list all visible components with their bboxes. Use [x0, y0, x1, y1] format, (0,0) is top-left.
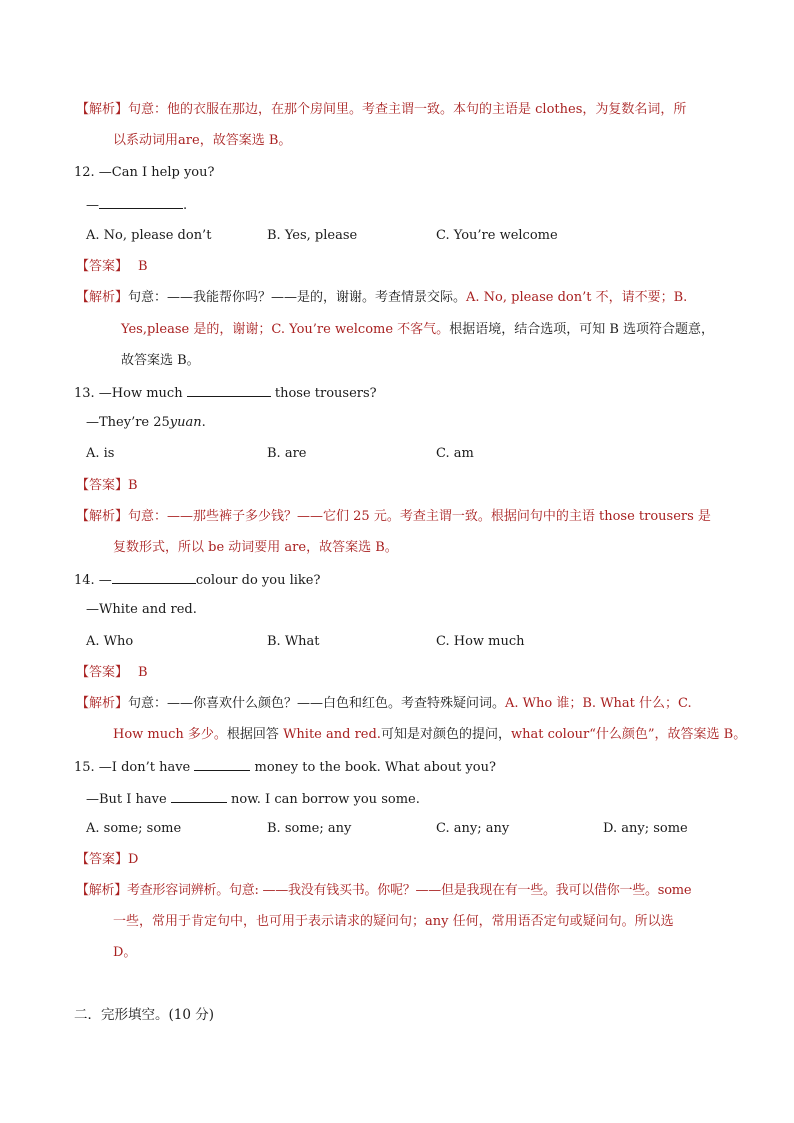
q13-analysis-line-2	[113, 540, 398, 556]
q15-option-a[interactable]: A. some; some	[86, 821, 182, 836]
q12-analysis-line-1	[76, 290, 687, 306]
q12-analysis-line-2	[121, 322, 714, 338]
answer-blank[interactable]	[112, 571, 196, 584]
q14-analysis-line-1	[76, 696, 692, 712]
stem-text: 13. —How much	[74, 386, 183, 401]
section-heading: 二．完形填空。(10 分)	[74, 1007, 215, 1023]
analysis-text: 可知是对颜色的提问，	[380, 727, 511, 742]
analysis-keyword: are	[178, 133, 200, 148]
analysis-text: A. Who 谁；B. What 什么；C.	[505, 696, 692, 711]
q14-reply: —White and red.	[86, 602, 197, 617]
answer-tag: 【答案】	[76, 852, 129, 867]
answer-blank[interactable]	[194, 758, 250, 771]
analysis-keyword: those trousers	[598, 509, 694, 524]
stem-text: money to the book. What about you?	[254, 760, 496, 775]
analysis-text: 以系动词用	[113, 133, 179, 148]
answer-value: B	[128, 478, 138, 493]
analysis-tag: 【解析】	[76, 290, 129, 305]
q14-option-c[interactable]: C. How much	[436, 634, 525, 649]
answer-value: B	[138, 665, 148, 680]
reply-italic: yuan	[169, 415, 202, 430]
analysis-tag: 【解析】	[76, 102, 129, 117]
q13-option-c[interactable]: C. am	[436, 446, 474, 461]
analysis-text: 句意：——我能帮你吗？——是的，谢谢。考查情景交际。	[128, 290, 467, 305]
answer-value: D	[128, 852, 139, 867]
answer-blank[interactable]	[99, 196, 183, 209]
reply-text: —They’re 25	[86, 415, 170, 430]
reply-text: .	[201, 415, 206, 430]
q14-option-b[interactable]: B. What	[267, 634, 320, 649]
analysis-keyword: White and red.	[283, 727, 381, 742]
q15-option-c[interactable]: C. any; any	[436, 821, 510, 836]
analysis-text: 句意：——你喜欢什么颜色？——白色和红色。考查特殊疑问词。	[128, 696, 506, 711]
analysis-text: 句意：他的衣服在那边，在那个房间里。考查主谓一致。本句的主语是	[128, 102, 536, 117]
analysis-keyword: clothes	[535, 102, 583, 117]
analysis-text: 常用语否定句或疑问句。所以选	[491, 914, 674, 929]
analysis-text: any 任何，	[425, 914, 492, 929]
reply-text: now. I can borrow you some.	[231, 792, 420, 807]
q14-analysis-line-2	[113, 727, 746, 743]
answer-tag: 【答案】	[76, 478, 129, 493]
answer-tag: 【答案】	[76, 259, 129, 274]
q11-analysis-line-2	[113, 133, 291, 149]
analysis-text: A. No, please don’t 不，请不要；B.	[466, 290, 688, 305]
q12-answer	[76, 259, 148, 275]
answer-tag: 【答案】	[76, 665, 129, 680]
analysis-text: How much 多少。	[113, 727, 227, 742]
analysis-text: ，为复数名词，所	[582, 102, 687, 117]
stem-text: 14. —	[74, 573, 112, 588]
analysis-text: ，故答案选 B。	[199, 133, 292, 148]
reply-period: .	[183, 198, 188, 213]
q15-option-d[interactable]: D. any; some	[603, 821, 688, 836]
q12-analysis-line-3: 故答案选 B。	[121, 353, 200, 368]
q15-analysis-line-1	[76, 883, 691, 899]
q13-option-b[interactable]: B. are	[267, 446, 307, 461]
analysis-tag: 【解析】	[76, 509, 129, 524]
q12-option-b[interactable]: B. Yes, please	[267, 228, 358, 243]
q12-option-a[interactable]: A. No, please don’t	[86, 228, 212, 243]
analysis-text: 考查形容词辨析。句意: ——我没有钱买书。你呢？——但是我现在有一些。我可以借你一些。	[127, 883, 658, 898]
analysis-keyword: some	[657, 883, 692, 898]
analysis-text: 句意：——那些裤子多少钱？——它们 25 元。考查主谓一致。根据问句中的主语	[128, 509, 599, 524]
analysis-text: what colour“什么颜色”，故答案选 B。	[510, 727, 747, 742]
q14-option-a[interactable]: A. Who	[86, 634, 134, 649]
q12-option-c[interactable]: C. You’re welcome	[436, 228, 558, 243]
q13-answer	[76, 478, 138, 494]
analysis-text: 是	[693, 509, 711, 524]
q14-answer	[76, 665, 148, 681]
stem-text: colour do you like?	[195, 573, 321, 588]
answer-blank[interactable]	[187, 384, 271, 397]
q15-stem	[74, 758, 496, 776]
analysis-text: Yes,please 是的，谢谢；C. You’re welcome 不客气。	[121, 322, 450, 337]
reply-text: —But I have	[86, 792, 167, 807]
q15-analysis-line-3: D。	[113, 945, 137, 960]
analysis-text: 根据回答	[226, 727, 284, 742]
analysis-keyword: are	[284, 540, 307, 555]
analysis-tag: 【解析】	[76, 696, 129, 711]
q13-analysis-line-1	[76, 509, 711, 525]
stem-text: 15. —I don’t have	[74, 760, 191, 775]
q15-answer	[76, 852, 138, 868]
analysis-text: 根据语境，结合选项，可知 B 选项符合题意，	[449, 322, 715, 337]
stem-text: those trousers?	[274, 386, 377, 401]
q12-reply	[86, 196, 187, 214]
q12-stem: 12. —Can I help you?	[74, 165, 215, 180]
q15-analysis-line-2	[113, 914, 674, 930]
q13-option-a[interactable]: A. is	[86, 446, 115, 461]
reply-dash: —	[86, 198, 99, 213]
q15-option-b[interactable]: B. some; any	[267, 821, 352, 836]
analysis-tag: 【解析】	[76, 883, 128, 898]
analysis-text: ，故答案选 B。	[306, 540, 398, 555]
answer-blank[interactable]	[171, 790, 227, 803]
analysis-text: 一些，常用于肯定句中，也可用于表示请求的疑问句；	[113, 914, 426, 929]
q13-stem	[74, 384, 377, 402]
q13-reply	[86, 415, 206, 431]
analysis-text: 复数形式，所以 be 动词要用	[113, 540, 285, 555]
q14-stem	[74, 571, 320, 589]
answer-value: B	[138, 259, 148, 274]
q11-analysis-line-1	[76, 102, 686, 118]
q15-reply	[86, 790, 420, 808]
